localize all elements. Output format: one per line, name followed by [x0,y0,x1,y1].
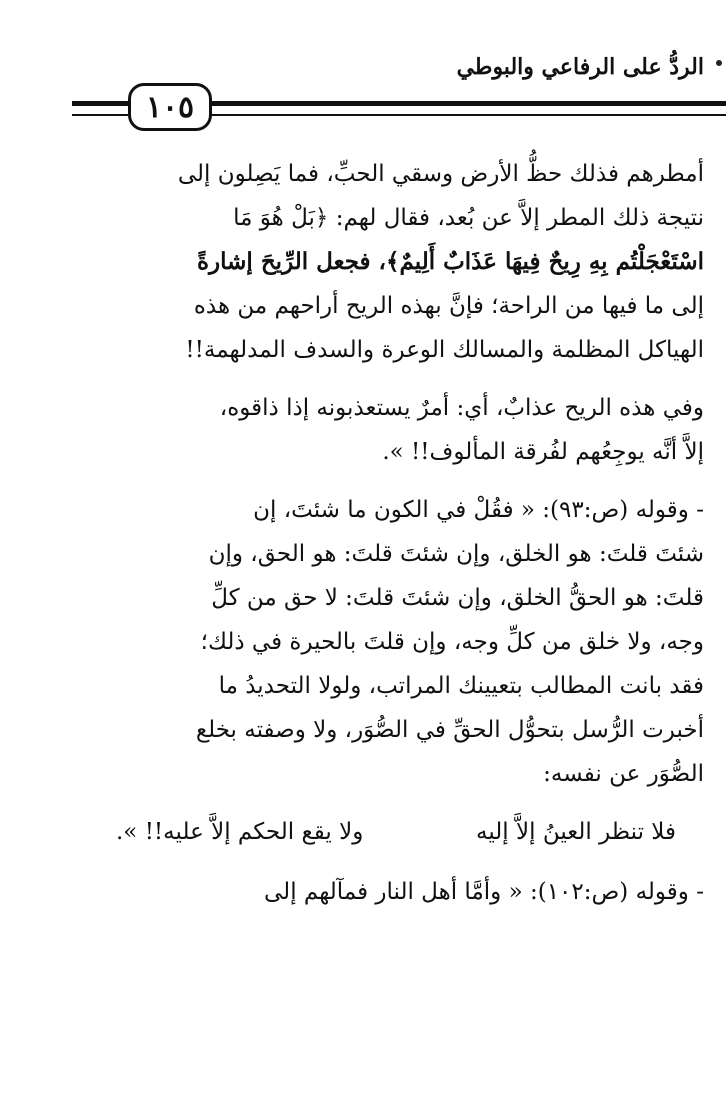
header-rule-left-thin [72,114,128,116]
text-line: إلى ما فيها من الراحة؛ فإنَّ بهذه الريح أراحهم من هذه [193,293,704,319]
paragraph-1 [74,152,704,372]
text-line: إلاَّ أنَّه يوجِعُهم لفُرقة المألوف!! ». [382,439,704,465]
text-line: - وقوله (ص:١٠٢): « وأمَّا أهل النار فمآلهم إلى [264,879,704,905]
text-line: وفي هذه الريح عذابٌ، أي: أمرٌ يستعذبونه إذا ذاقوه، [219,395,704,421]
quranic-verse-line: اسْتَعْجَلْتُم بِهِ رِيحٌ فِيهَا عَذَابٌ أَلِيمٌ﴾، فجعل الرِّيحَ إشارةً [197,248,704,275]
poem-hemistich-right: فلا تنظر العينُ إلاَّ إليه [476,819,676,845]
text-line: شئتَ قلتَ: هو الخلق، وإن شئتَ قلتَ: هو الحق، وإن [208,541,704,567]
paragraph-2 [74,386,704,474]
page-body [74,152,704,914]
poem-verse [116,810,676,854]
page-header [0,0,728,150]
paragraph-3 [74,488,704,796]
text-line: - وقوله (ص:٩٣): « فقُلْ في الكون ما شئتَ، إن [253,497,704,523]
header-rule-right-thick [212,101,726,106]
margin-dot [716,60,722,66]
text-line: أخبرت الرُّسل بتحوُّل الحقِّ في الصُّوَر، ولا وصفته بخلع [195,717,704,743]
page-number: ١٠٥ [145,89,195,125]
text-line: نتيجة ذلك المطر إلاَّ عن بُعد، فقال لهم: ﴿بَلْ هُوَ مَا [233,205,704,231]
paragraph-4 [74,870,704,914]
header-rule-left-thick [72,101,128,106]
text-line: قلتَ: هو الحقُّ الخلق، وإن شئتَ قلتَ: لا حق من كلِّ [211,585,704,611]
page-number-box [128,83,212,131]
text-line: الصُّوَر عن نفسه: [543,761,704,787]
text-line: وجه، ولا خلق من كلِّ وجه، وإن قلتَ بالحيرة في ذلك؛ [200,629,704,655]
header-rule-right-thin [212,114,726,116]
text-line: أمطرهم فذلك حظُّ الأرض وسقي الحبِّ، فما يَصِلون إلى [177,161,704,187]
poem-hemistich-left: ولا يقع الحكم إلاَّ عليه!! ». [116,819,364,845]
text-line: فقد بانت المطالب بتعيينك المراتب، ولولا التحديدُ ما [218,673,704,699]
running-title: الردُّ على الرفاعي والبوطي [456,54,704,80]
text-line: الهياكل المظلمة والمسالك الوعرة والسدف المدلهمة!! [185,337,704,363]
